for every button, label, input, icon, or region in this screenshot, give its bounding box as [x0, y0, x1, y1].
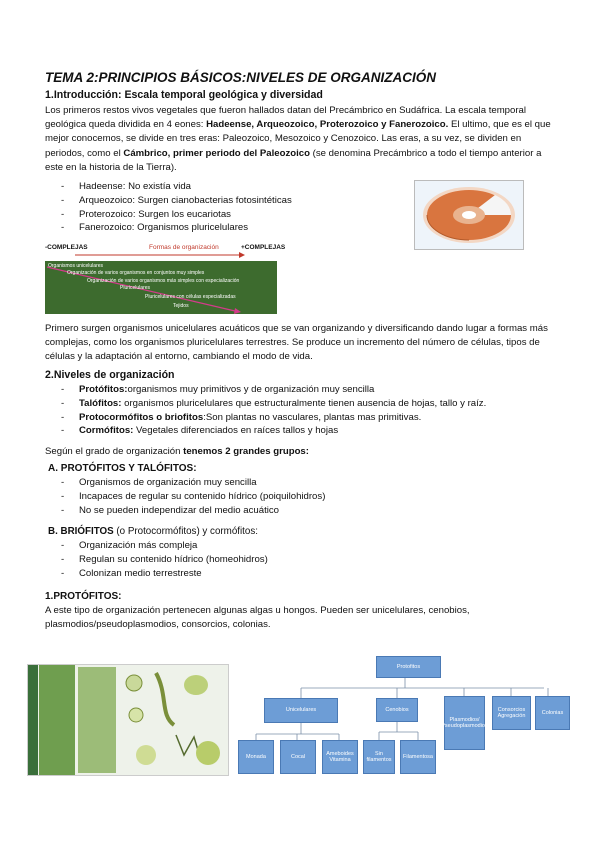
- list-item: - Talófitos: organismos pluricelulares que estructuralmente tienen ausencia de hojas, tallo y raíz.: [45, 397, 486, 411]
- evolution-paragraph: Primero surgen organismos unicelulares acuáticos que se van organizando y diversificando dando lugar a formas más complejas, como los organismos pluricelulares terrestres. Se produce un incremento del número de células, tipos de células y la adaptación al entorno, cambiando el modo de vida.: [45, 323, 548, 363]
- list-item: - Arqueozoico: Surgen cianobacterias fotosintéticas: [45, 194, 292, 208]
- organization-panel: [45, 261, 277, 314]
- group-b-list: [45, 539, 268, 580]
- more-complex-label: +COMPLEJAS: [241, 244, 286, 251]
- eons-list: [45, 180, 292, 235]
- figure-row: Organismos unicelulares: [48, 263, 104, 269]
- list-item: - Hadeense: No existía vida: [45, 180, 292, 194]
- group-b-heading: B. BRIÓFITOS (o Protocormófitos) y cormófitos:: [48, 526, 258, 537]
- diagram-ameboides: Ameboides Vitamina: [322, 740, 358, 774]
- niveles-list: [45, 383, 486, 438]
- page-title: TEMA 2:PRINCIPIOS BÁSICOS:NIVELES DE ORGANIZACIÓN: [45, 70, 437, 85]
- figure-row: Pluricelulares con células especializadas: [145, 294, 236, 300]
- diagram-unicelulares: Unicelulares: [264, 698, 338, 723]
- protofitos-heading: 1.PROTÓFITOS:: [45, 591, 122, 602]
- protofitos-paragraph: A este tipo de organización pertenecen algunas algas u hongos. Pueden ser unicelulares, cenobios, plasmodios/pseudoplasmodios, consorcios, colonias.: [45, 605, 470, 631]
- list-item: - Protófitos:organismos muy primitivos y de organización muy sencilla: [45, 383, 486, 397]
- figure-row: Organización de varios organismos en conjuntos muy simples: [67, 270, 205, 276]
- diagram-plasmodios: Plasmodios/ Pseudoplasmodios: [444, 696, 485, 750]
- geological-time-image: [414, 180, 524, 250]
- list-item: - Organismos de organización muy sencilla: [45, 476, 325, 490]
- figure-row: Organización de varios organismos más simples con especialización: [87, 278, 240, 284]
- intro-paragraph: Los primeros restos vivos vegetales que fueron hallados datan del Precámbrico en Sudáfrica. La escala temporal geológica queda dividida en 4 eones: Hadeense, Arqueozoico, Proterozoico y Fanerozoico. El ultimo, que es el que mejor conocemos, se divide en tres eras: Paleozoico, Mesozoico y Cenozoico. Las eras, a su vez, se dividen en periodos, como el Cámbrico, primer periodo del Paleozoico (se denomina Precámbrico a todo el tiempo anterior a este en la historia de la Tierra).: [45, 105, 551, 173]
- list-item: - Protocormófitos o briofitos:Son plantas no vasculares, plantas mas primitivas.: [45, 411, 486, 425]
- diagram-monada: Monada: [238, 740, 274, 774]
- list-item: - Proterozoico: Surgen los eucariotas: [45, 208, 292, 222]
- diagram-cenobios: Cenobios: [376, 698, 418, 722]
- list-item: - Incapaces de regular su contenido hídrico (poiquilohidros): [45, 490, 325, 504]
- figure-row: Pluricelulares: [120, 285, 151, 291]
- intro-heading: 1.Introducción: Escala temporal geológica y diversidad: [45, 89, 323, 101]
- list-item: - Regulan su contenido hídrico (homeohidros): [45, 553, 268, 567]
- list-item: - Organización más compleja: [45, 539, 268, 553]
- figure-row: Tejidos: [173, 303, 189, 309]
- protofitos-diagram: [236, 656, 574, 776]
- complexity-figure: [45, 244, 286, 314]
- list-item: - Fanerozoico: Organismos pluricelulares: [45, 221, 292, 235]
- less-complex-label: -COMPLEJAS: [45, 244, 88, 251]
- protofitos-illustration: [27, 664, 229, 776]
- diagram-cocal: Cocal: [280, 740, 316, 774]
- grado-text: Según el grado de organización tenemos 2 grandes grupos:: [45, 446, 309, 457]
- list-item: - No se pueden independizar del medio acuático: [45, 504, 325, 518]
- diagram-root: Protofitos: [376, 656, 441, 678]
- forms-label: Formas de organización: [149, 244, 219, 251]
- diagram-sin-filamentos: Sin filamentos: [363, 740, 395, 774]
- list-item: - Cormófitos: Vegetales diferenciados en raíces tallos y hojas: [45, 424, 486, 438]
- list-item: - Colonizan medio terrestreste: [45, 567, 268, 581]
- diagram-filamentosa: Filamentosa: [400, 740, 436, 774]
- group-a-list: [45, 476, 325, 517]
- diagram-colonias: Colonias: [535, 696, 570, 730]
- diagram-consorcios: Consorcios Agregación: [492, 696, 531, 730]
- arrow-icon: [75, 252, 245, 258]
- group-a-heading: A. PROTÓFITOS Y TALÓFITOS:: [48, 463, 197, 474]
- niveles-heading: 2.Niveles de organización: [45, 369, 175, 381]
